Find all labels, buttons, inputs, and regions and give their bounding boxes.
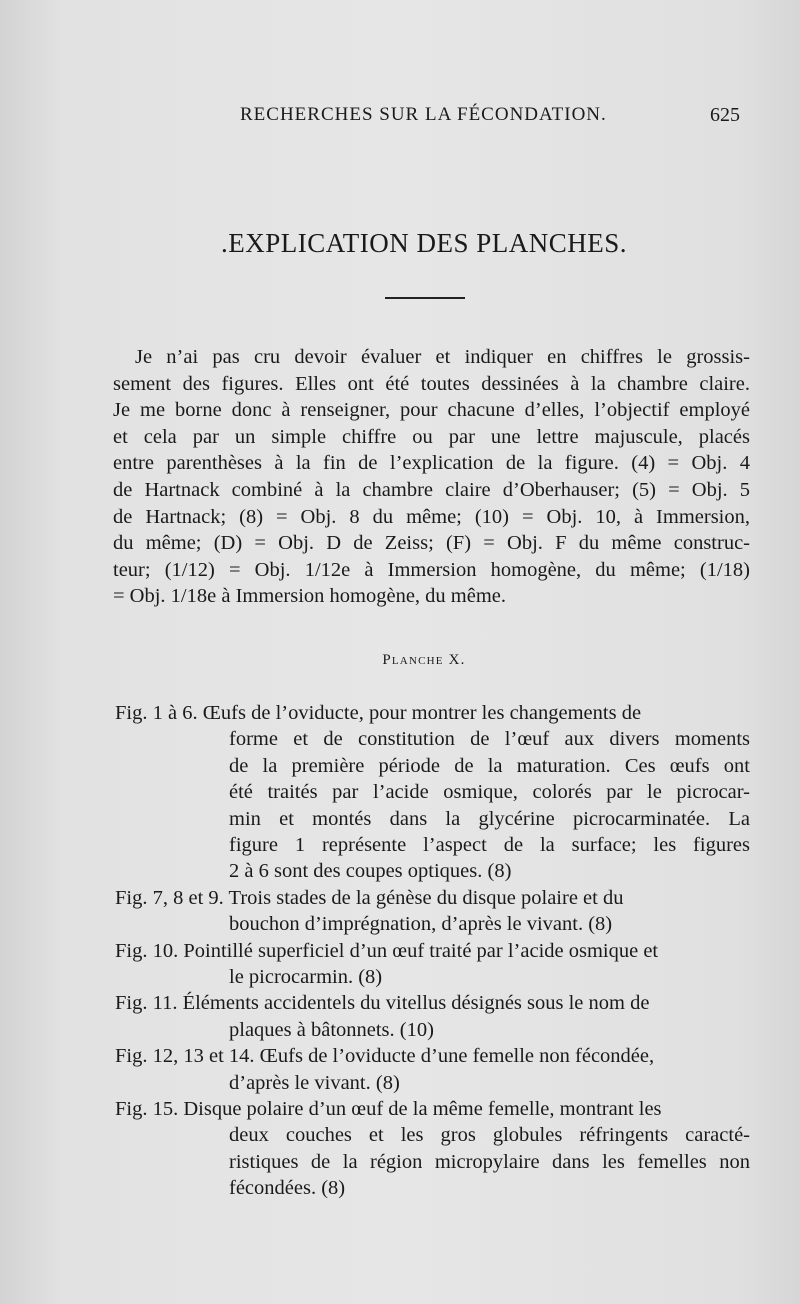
figure-entry [115,885,750,938]
running-title: RECHERCHES SUR LA FÉCONDATION. [240,104,607,125]
intro-line: sement des figures. Elles ont été toutes dessinées à la chambre claire. [113,372,750,395]
figure-line: 2 à 6 sont des coupes optiques. (8) [229,860,512,883]
figure-label: Fig. 7, 8 et 9. [115,886,224,909]
figure-line: figure 1 représente l’aspect de la surface; les figures [229,833,750,856]
intro-line: teur; (1/12) = Obj. 1/12e à Immersion homogène, du même; (1/18) [113,558,750,581]
main-title: .EXPLICATION DES PLANCHES. [220,228,628,258]
figure-line: plaques à bâtonnets. (10) [229,1018,434,1041]
figure-continuation [115,1122,750,1201]
figure-line: deux couches et les gros globules réfringents caracté- [229,1124,750,1147]
figure-text: Éléments accidentels du vitellus désignés sous le nom de [177,992,650,1015]
figure-entry [115,990,750,1043]
figure-text: Pointillé superficiel d’un œuf traité par l’acide osmique et [178,939,659,962]
figure-first-line [115,1043,750,1069]
figure-line: ristiques de la région micropylaire dans les femelles non [229,1150,750,1173]
intro-line: entre parenthèses à la fin de l’explication de la figure. (4) = Obj. 4 [113,452,750,475]
figure-line: forme et de constitution de l’œuf aux divers moments [229,728,750,751]
intro-line: Je n’ai pas cru devoir évaluer et indiquer en chiffres le grossis- [135,346,750,368]
intro-line: = Obj. 1/18e à Immersion homogène, du même. [113,585,507,608]
figure-text: Œufs de l’oviducte, pour montrer les changements de [197,702,642,724]
intro-line: de Hartnack; (8) = Obj. 8 du même; (10) = Obj. 10, à Immersion, [113,505,750,528]
bleed-through-text [520,158,525,180]
figure-line: été traités par l’acide osmique, colorés par le picrocar- [229,781,750,804]
page-header [240,104,740,130]
figure-continuation [115,1017,750,1043]
section-title: Planche X. [382,652,466,668]
figure-line: fécondées. (8) [229,1177,346,1200]
figure-label: Fig. 12, 13 et 14. [115,1045,255,1068]
figure-text: Œufs de l’oviducte d’une femelle non fécondée, [254,1045,655,1068]
title-rule [385,297,465,299]
intro-paragraph [113,344,750,610]
figure-label: Fig. 15. [115,1097,179,1120]
figure-label: Fig. 10. [115,939,179,962]
figure-line: de la première période de la maturation. Ces œufs ont [229,754,750,777]
figure-entry [115,1043,750,1096]
figure-explanations [115,700,750,1202]
figure-first-line [115,1096,750,1122]
intro-line: et cela par un simple chiffre ou par une lettre majuscule, placés [113,425,750,448]
figure-label: Fig. 11. [115,992,178,1015]
figure-line: le picrocarmin. (8) [229,965,383,988]
figure-continuation [115,726,750,884]
figure-text: Disque polaire d’un œuf de la même femelle, montrant les [178,1097,662,1120]
intro-line: Je me borne donc à renseigner, pour chacune d’elles, l’objectif employé [113,399,750,422]
figure-continuation [115,1070,750,1096]
figure-entry [115,700,750,885]
figure-first-line [115,885,750,911]
figure-first-line [115,938,750,964]
figure-label: Fig. 1 à 6. [115,702,198,724]
intro-line: du même; (D) = Obj. D de Zeiss; (F) = Obj. F du même construc- [113,532,750,555]
figure-entry [115,938,750,991]
figure-line: min et montés dans la glycérine picrocarminatée. La [229,807,750,830]
figure-entry [115,1096,750,1202]
figure-continuation [115,911,750,937]
intro-line: de Hartnack combiné à la chambre claire d’Oberhauser; (5) = Obj. 5 [113,478,750,501]
figure-continuation [115,964,750,990]
figure-line: bouchon d’imprégnation, d’après le vivant. (8) [229,913,613,936]
page-number: 625 [710,104,740,126]
figure-first-line [115,990,750,1016]
figure-text: Trois stades de la génèse du disque polaire et du [223,886,624,909]
figure-first-line [115,700,750,726]
figure-line: d’après le vivant. (8) [229,1071,400,1094]
